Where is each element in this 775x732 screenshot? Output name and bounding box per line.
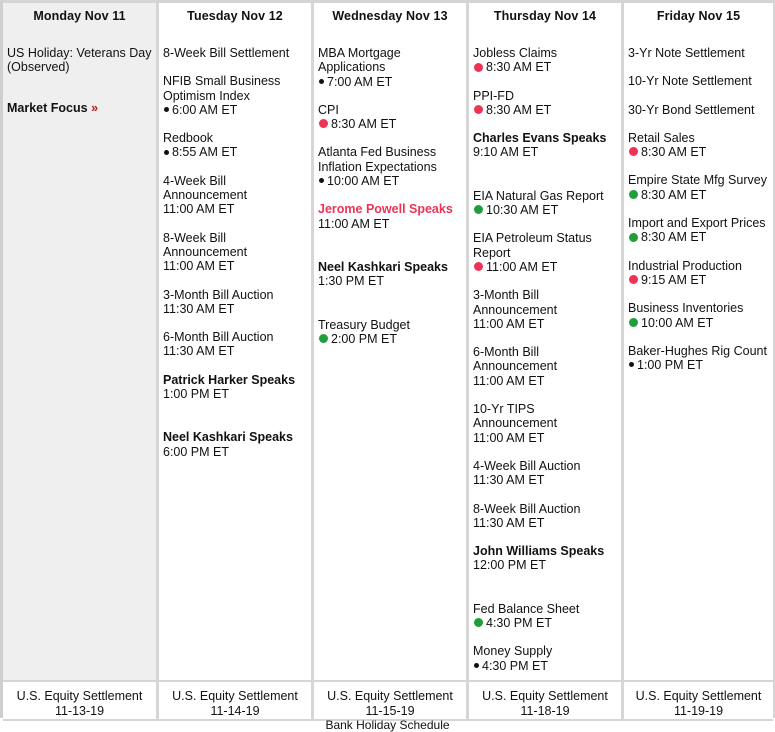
day-header: Thursday Nov 14 — [493, 9, 597, 23]
event-time-text: 11:00 AM ET — [486, 259, 558, 274]
medium-importance-dot-icon — [319, 334, 328, 343]
day-column-thursday — [469, 3, 624, 680]
event-title: Industrial Production — [628, 258, 742, 273]
event-title: Jobless Claims — [473, 46, 558, 60]
calendar-event[interactable] — [628, 301, 773, 330]
medium-importance-dot-icon — [629, 233, 638, 242]
calendar-event[interactable] — [628, 216, 773, 245]
event-time — [473, 659, 621, 673]
event-title: 10-Yr Note Settlement — [628, 74, 752, 89]
event-time-text: 11:30 AM ET — [163, 301, 235, 316]
bank-holiday-schedule-link[interactable]: Bank Holiday Schedule — [325, 718, 450, 732]
settlement-date: 11-13-19 — [54, 703, 105, 718]
event-time — [318, 217, 466, 231]
medium-importance-dot-icon — [629, 318, 638, 327]
event-title: 30-Yr Bond Settlement — [628, 102, 755, 117]
day-events — [3, 46, 156, 115]
event-title: Fed Balance Sheet — [473, 601, 580, 616]
day-column-wednesday — [314, 3, 469, 680]
day-column-friday — [624, 3, 773, 680]
calendar-event[interactable] — [628, 259, 773, 288]
day-column-monday — [3, 3, 159, 680]
market-focus-link[interactable] — [7, 101, 98, 115]
settlement-date: 11-18-19 — [520, 703, 570, 718]
event-time-text: 8:30 AM ET — [641, 187, 707, 202]
event-time-text: 11:00 AM ET — [163, 202, 235, 217]
event-title: Charles Evans Speaks — [473, 131, 607, 146]
high-importance-dot-icon — [474, 63, 483, 72]
event-title: EIA Petroleum Status Report — [473, 231, 592, 260]
event-time-text: 11:00 AM ET — [163, 259, 235, 274]
event-time-text: 7:00 AM ET — [327, 74, 393, 89]
event-title: 6-Month Bill Announcement — [473, 345, 558, 374]
calendar-event[interactable] — [318, 46, 466, 89]
low-importance-dot-icon — [474, 663, 479, 668]
event-title: Empire State Mfg Survey — [628, 173, 767, 188]
event-time-text: 12:00 PM ET — [473, 558, 546, 573]
event-time-text: 11:30 AM ET — [473, 473, 545, 488]
calendar-event[interactable] — [318, 202, 466, 231]
day-column-tuesday — [159, 3, 314, 680]
event-title: PPI-FD — [473, 88, 514, 103]
calendar-event[interactable] — [628, 74, 773, 88]
calendar-columns — [3, 3, 773, 680]
event-time — [163, 259, 311, 273]
event-time — [163, 103, 311, 117]
event-time-text: 8:30 AM ET — [641, 230, 707, 245]
event-time — [163, 344, 311, 358]
day-header: Monday Nov 11 — [33, 9, 126, 23]
calendar-event[interactable] — [163, 373, 311, 402]
event-time-text: 8:30 AM ET — [331, 117, 397, 132]
event-title: 4-Week Bill Auction — [473, 458, 581, 473]
event-title: 3-Yr Note Settlement — [628, 46, 745, 60]
event-time-text: 8:30 AM ET — [486, 102, 552, 117]
event-title: Baker-Hughes Rig Count — [628, 343, 767, 358]
low-importance-dot-icon — [319, 79, 324, 84]
event-time-text: 6:00 PM ET — [163, 444, 229, 459]
event-time — [163, 445, 311, 459]
event-time-text: 11:00 AM ET — [318, 216, 390, 231]
settlement-cell — [469, 682, 624, 719]
settlement-cell — [624, 682, 773, 719]
event-time — [628, 145, 773, 159]
event-time-text: 1:00 PM ET — [637, 358, 703, 373]
calendar-event[interactable] — [163, 231, 311, 274]
settlement-label: U.S. Equity Settlement — [482, 689, 608, 703]
event-time-text: 11:00 AM ET — [473, 316, 545, 331]
high-importance-dot-icon — [474, 262, 483, 271]
event-time — [163, 387, 311, 401]
medium-importance-dot-icon — [629, 190, 638, 199]
calendar-event[interactable] — [628, 344, 773, 373]
event-time-text: 11:00 AM ET — [473, 373, 545, 388]
medium-importance-dot-icon — [474, 205, 483, 214]
calendar-event[interactable] — [163, 131, 311, 160]
event-title: Patrick Harker Speaks — [163, 372, 296, 387]
event-time — [163, 145, 311, 159]
event-title: Business Inventories — [628, 301, 744, 316]
event-title: John Williams Speaks — [473, 544, 605, 559]
calendar-event[interactable] — [473, 131, 621, 160]
calendar-event[interactable] — [318, 318, 466, 347]
calendar-event[interactable] — [163, 330, 311, 359]
event-title: Neel Kashkari Speaks — [163, 430, 293, 445]
event-time — [473, 473, 621, 487]
event-time-text: 10:00 AM ET — [327, 174, 400, 189]
event-time — [473, 616, 621, 630]
settlement-footer-row — [3, 680, 773, 721]
event-title: Treasury Budget — [318, 317, 410, 332]
event-time — [318, 75, 466, 89]
calendar-event[interactable] — [473, 644, 621, 673]
event-title: EIA Natural Gas Report — [473, 188, 604, 203]
calendar-event[interactable] — [318, 260, 466, 289]
calendar-event[interactable] — [473, 345, 621, 388]
calendar-event[interactable] — [628, 46, 773, 60]
calendar-event[interactable] — [163, 174, 311, 217]
event-title: MBA Mortgage Applications — [318, 46, 401, 75]
event-time — [473, 145, 621, 159]
calendar-event[interactable] — [473, 46, 621, 75]
settlement-label: U.S. Equity Settlement — [635, 689, 762, 703]
low-importance-dot-icon — [164, 150, 169, 155]
low-importance-dot-icon — [629, 362, 634, 367]
day-header: Tuesday Nov 12 — [187, 9, 283, 23]
event-time — [163, 202, 311, 216]
event-time — [318, 332, 466, 346]
event-time-text: 6:00 AM ET — [172, 102, 238, 117]
calendar-event[interactable] — [163, 74, 311, 117]
calendar-event[interactable] — [628, 103, 773, 117]
day-events — [469, 46, 621, 673]
event-title: 10-Yr TIPS Announcement — [473, 402, 558, 431]
calendar-event[interactable] — [163, 46, 311, 60]
event-time — [473, 60, 621, 74]
event-time-text: 11:30 AM ET — [163, 344, 235, 359]
day-header: Wednesday Nov 13 — [332, 9, 448, 23]
event-time-text: 11:00 AM ET — [473, 430, 545, 445]
event-title: Jerome Powell Speaks — [318, 202, 453, 217]
high-importance-dot-icon — [319, 119, 328, 128]
event-time — [473, 317, 621, 331]
event-time — [473, 516, 621, 530]
calendar-event[interactable] — [473, 89, 621, 118]
event-time-text: 10:00 AM ET — [641, 315, 714, 330]
event-title: 4-Week Bill Announcement — [163, 173, 248, 203]
event-title: NFIB Small Business Optimism Index — [163, 74, 281, 103]
calendar-event[interactable] — [473, 402, 621, 445]
low-importance-dot-icon — [319, 178, 324, 183]
high-importance-dot-icon — [474, 105, 483, 114]
calendar-event[interactable] — [473, 459, 621, 488]
event-time-text: 1:00 PM ET — [163, 387, 229, 402]
event-time — [628, 188, 773, 202]
market-focus-label: Market Focus — [7, 100, 88, 115]
event-title: 8-Week Bill Auction — [473, 501, 581, 516]
event-title: 6-Month Bill Auction — [163, 330, 274, 345]
event-time-text: 8:30 AM ET — [641, 145, 707, 160]
holiday-note — [7, 46, 156, 75]
calendar-event[interactable] — [473, 502, 621, 531]
event-time — [473, 260, 621, 274]
settlement-date: 11-14-19 — [210, 703, 260, 718]
day-events — [624, 46, 773, 372]
high-importance-dot-icon — [629, 147, 638, 156]
settlement-cell — [3, 682, 159, 719]
event-title: Redbook — [163, 131, 214, 146]
event-time — [473, 203, 621, 217]
event-time-text: 11:30 AM ET — [473, 515, 545, 530]
settlement-label: U.S. Equity Settlement — [16, 689, 143, 703]
event-time — [473, 431, 621, 445]
event-title: Money Supply — [473, 644, 553, 659]
calendar-event[interactable] — [473, 189, 621, 218]
calendar-event[interactable] — [163, 288, 311, 317]
event-title: 8-Week Bill Settlement — [163, 46, 290, 60]
event-time-text: 4:30 PM ET — [482, 658, 548, 673]
day-header: Friday Nov 15 — [656, 9, 741, 23]
event-title: Retail Sales — [628, 130, 695, 145]
event-time-text: 9:10 AM ET — [473, 145, 539, 160]
event-time — [628, 316, 773, 330]
event-time-text: 4:30 PM ET — [486, 616, 552, 631]
settlement-label: U.S. Equity Settlement — [327, 689, 453, 703]
calendar-event[interactable] — [318, 103, 466, 132]
event-title: CPI — [318, 102, 339, 117]
calendar-event[interactable] — [473, 602, 621, 631]
settlement-date: 11-15-19 — [365, 703, 415, 718]
calendar-event[interactable] — [473, 231, 621, 274]
double-chevron-right-icon: » — [91, 100, 99, 115]
event-title: 3-Month Bill Auction — [163, 287, 274, 302]
event-time — [318, 174, 466, 188]
day-events — [314, 46, 466, 346]
calendar-event[interactable] — [628, 131, 773, 160]
event-time-text: 10:30 AM ET — [486, 203, 559, 218]
settlement-cell — [159, 682, 314, 719]
event-time-text: 2:00 PM ET — [331, 331, 397, 346]
event-time-text: 8:55 AM ET — [172, 145, 238, 160]
event-time — [628, 273, 773, 287]
day-events — [159, 46, 311, 459]
event-title: 8-Week Bill Announcement — [163, 230, 248, 259]
event-title: Import and Export Prices — [628, 216, 766, 231]
event-title: 3-Month Bill Announcement — [473, 288, 558, 317]
event-title: Atlanta Fed Business Inflation Expectations — [318, 145, 437, 174]
calendar-event[interactable] — [473, 544, 621, 573]
settlement-cell — [314, 682, 469, 719]
calendar-event[interactable] — [318, 145, 466, 188]
event-time — [628, 230, 773, 244]
holiday-text: US Holiday: Veterans Day (Observed) — [7, 46, 152, 75]
medium-importance-dot-icon — [474, 618, 483, 627]
event-time — [628, 358, 773, 372]
event-time — [318, 117, 466, 131]
event-time — [473, 103, 621, 117]
event-time-text: 1:30 PM ET — [318, 274, 384, 289]
calendar-event[interactable] — [628, 173, 773, 202]
event-time-text: 8:30 AM ET — [486, 60, 552, 75]
event-time — [318, 274, 466, 288]
settlement-date: 11-19-19 — [673, 703, 724, 718]
event-title: Neel Kashkari Speaks — [318, 259, 448, 274]
high-importance-dot-icon — [629, 275, 638, 284]
settlement-label: U.S. Equity Settlement — [172, 689, 298, 703]
low-importance-dot-icon — [164, 107, 169, 112]
event-time — [163, 302, 311, 316]
event-time — [473, 558, 621, 572]
event-time-text: 9:15 AM ET — [641, 272, 707, 287]
calendar-event[interactable] — [473, 288, 621, 331]
event-time — [473, 374, 621, 388]
calendar-event[interactable] — [163, 430, 311, 459]
